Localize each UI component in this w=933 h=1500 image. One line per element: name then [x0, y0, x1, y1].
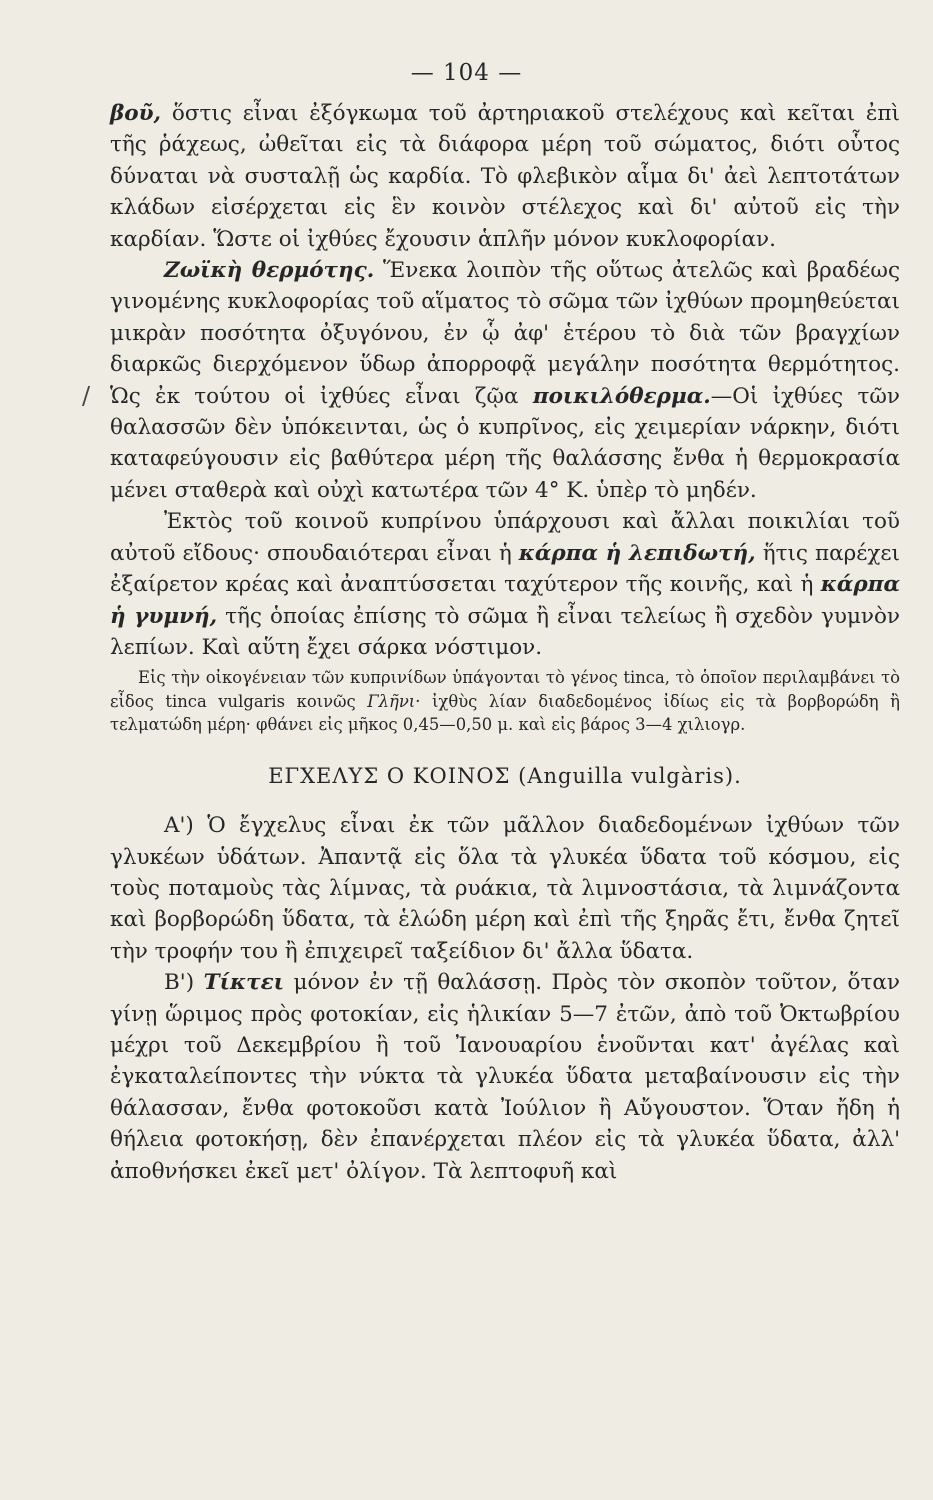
- term-glini: Γλῆνι·: [367, 691, 421, 711]
- paragraph-text: τῆς ὁποίας ἐπίσης τὸ σῶμα ἢ εἶναι τελείως ἢ σχεδὸν γυμνὸν λεπίων. Καὶ αὕτη ἔχει σάρκα νόστιμον.: [110, 603, 900, 660]
- paragraph-text: ὅστις εἶναι ἐξόγκωμα τοῦ ἀρτηριακοῦ στελέχους καὶ κεῖται ἐπὶ τῆς ῥάχεως, ὠθεῖται εἰς τὰ διάφορα μέρη τοῦ σώματος, διότι οὗτος δύναται νὰ συσταλῇ ὡς καρδία. Τὸ φλεβικὸν αἷμα δι' ἀεὶ λεπτοτάτων κλάδων εἰσέρχεται εἰς ἓν κοινὸν στέλεχος καὶ δι' αὐτοῦ εἰς τὴν καρδίαν. Ὥστε οἱ ἰχθύες ἔχουσιν ἁπλῆν μόνον κυκλοφορίαν.: [110, 101, 900, 252]
- paragraph-eel-habitat: Α') Ὁ ἔγχελυς εἶναι ἐκ τῶν μᾶλλον διαδεδομένων ἰχθύων τῶν γλυκέων ὑδάτων. Ἀπαντᾷ εἰς ὅλα τὰ γλυκέα ὕδατα τοῦ κόσμου, εἰς τοὺς ποταμοὺς τὰς λίμνας, τὰ ρυάκια, τὰ λιμνοστάσια, τὰ λιμνάζοντα καὶ βορβορώδη ὕδατα, τὰ ἑλώδη μέρη καὶ ἐπὶ τῆς ξηρᾶς ἔτι, ἔνθα ζητεῖ τὴν τροφήν του ἢ ἐπιχειρεῖ ταξείδιον δι' ἄλλα ὕδατα.: [110, 813, 900, 964]
- paragraph-label: Β'): [164, 970, 195, 996]
- note-text: Εἰς τὴν οἰκογένειαν τῶν κυπρινίδων ὑπάγονται τὸ γένος tinca, τὸ ὁποῖον περιλαμβάνει τὸ εἶδος tinca vulgaris κοινῶς: [110, 668, 900, 711]
- page-body: [110, 98, 900, 1187]
- term-poikilotherm: ποικιλόθερμα.: [532, 383, 711, 409]
- paragraph-carp-varieties: [110, 506, 900, 663]
- section-heading: ΕΓΧΕΛΥΣ Ο ΚΟΙΝΟΣ (Anguilla vulgàris).: [268, 763, 742, 788]
- paragraph-text: Ἐκτὸς τοῦ κοινοῦ κυπρίνου ὑπάρχουσι καὶ ἄλλαι ποικιλίαι τοῦ αὐτοῦ εἴδους· σπουδαιότεραι εἶναι ἡ: [110, 509, 900, 566]
- term-scaled-carp: κάρπα ἡ λεπιδωτή,: [518, 540, 756, 566]
- paragraph-eel-spawning: [110, 967, 900, 1187]
- page-number: — 104 —: [410, 60, 523, 86]
- paragraph-lead: βοῦ,: [110, 101, 162, 126]
- paragraph-text: —Οἱ ἰχθύες τῶν θαλασσῶν δὲν ὑπόκεινται, ὡς ὁ κυπρῖνος, εἰς χειμερίαν νάρκην, διότι καταφεύγουσιν εἰς βαθύτερα μέρη τῆς θαλάσσης ἔνθα ἡ θερμοκρασία μένει σταθερὰ καὶ οὐχὶ κατωτέρα τῶν 4° Κ. ὑπὲρ τὸ μηδέν.: [110, 383, 901, 503]
- term-naked-carp: κάρπα ἡ γυμνή,: [110, 572, 900, 629]
- footnote-tinca: [110, 666, 900, 737]
- paragraph-body-heat: [110, 255, 900, 506]
- paragraph-text: ἥτις παρέχει ἐξαίρετον κρέας καὶ ἀναπτύσσεται ταχύτερον τῆς κοινῆς, καὶ ἡ: [110, 540, 900, 598]
- term-spawns: Τίκτει: [203, 970, 285, 996]
- paragraph-circulation: [110, 98, 900, 255]
- paragraph-text: μόνον ἐν τῇ θαλάσσῃ. Πρὸς τὸν σκοπὸν τοῦτον, ὅταν γίνῃ ὥριμος πρὸς φοτοκίαν, εἰς ἡλικίαν 5—7 ἐτῶν, ἀπὸ τοῦ Ὀκτωβρίου μέχρι τοῦ Δεκεμβρίου ἢ τοῦ Ἰανουαρίου ἑνοῦνται κατ' ἀγέλας καὶ ἐγκαταλείποντες τὴν νύκτα τὰ γλυκέα ὕδατα μεταβαίνουσιν εἰς τὴν θάλασσαν, ἔνθα φοτοκοῦσι κατὰ Ἰούλιον ἢ Αὔγουστον. Ὅταν ἤδη ἡ θήλεια φοτοκήσῃ, δὲν ἐπανέρχεται πλέον εἰς τὰ γλυκέα ὕδατα, ἀλλ' ἀποθνήσκει ἐκεῖ μετ' ὀλίγον. Τὰ λεπτοφυῆ καὶ: [110, 970, 900, 1184]
- paragraph-lead: Ζωϊκὴ θερμότης.: [164, 258, 375, 284]
- note-text: ἰχθὺς λίαν διαδεδομένος ἰδίως εἰς τὰ βορβορώδη ἢ τελματώδη μέρη· φθάνει εἰς μῆκος 0,45—0,50 μ. καὶ εἰς βάρος 3—4 χιλιογρ.: [110, 691, 900, 735]
- margin-mark: /: [82, 382, 91, 410]
- paragraph-text: Ἕνεκα λοιπὸν τῆς οὕτως ἀτελῶς καὶ βραδέως γινομένης κυκλοφορίας τοῦ αἵματος τὸ σῶμα τῶν ἰχθύων προμηθεύεται μικρὰν ποσότητα ὀξυγόνου, ἐν ᾧ ἀφ' ἑτέρου τὸ διὰ τῶν βραγχίων διαρκῶς διερχόμενον ὕδωρ ἀπορροφᾷ μεγάλην ποσότητα θερμότητος. Ὡς ἐκ τούτου οἱ ἰχθύες εἶναι ζῷα: [110, 258, 900, 409]
